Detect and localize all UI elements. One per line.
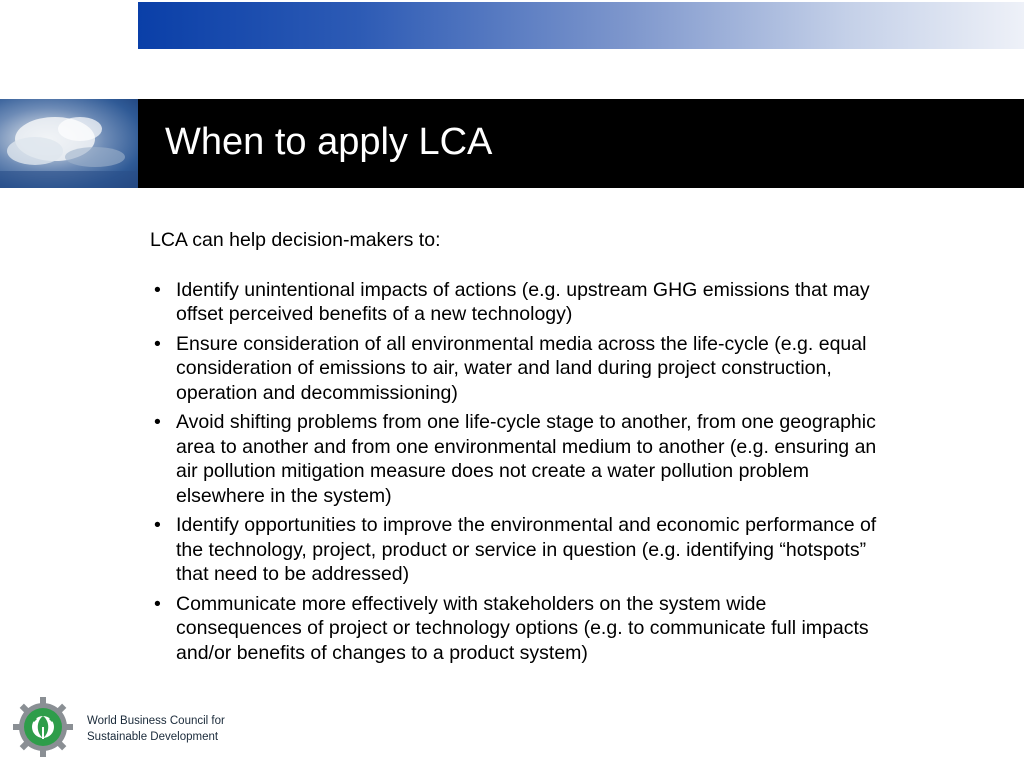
slide-title: When to apply LCA (165, 121, 493, 163)
slide-content (150, 228, 880, 670)
bullet-item (150, 332, 880, 406)
bullet-text: Identify unintentional impacts of actions (e.g. upstream GHG emissions that may offset perceived benefits of a new technology) (176, 278, 870, 325)
cloud-sky-image (0, 99, 138, 188)
bullet-text: Identify opportunities to improve the environmental and economic performance of the technology, project, product or service in question (e.g. identifying “hotspots” that need to be addressed) (176, 514, 877, 585)
bullet-marker: • (154, 278, 161, 301)
bullet-marker: • (154, 411, 161, 433)
bullet-list (150, 278, 880, 666)
wbcsd-logo-icon (10, 694, 76, 760)
title-underline (160, 186, 1024, 188)
organization-name (87, 713, 225, 745)
bullet-text: Ensure consideration of all environmental media across the life-cycle (e.g. equal consideration of emissions to air, water and land during project construction, operation and decommissioning) (176, 332, 867, 404)
bullet-item (150, 592, 880, 666)
bullet-text: Avoid shifting problems from one life-cycle stage to another, from one geographic area to another and from one environmental medium to another (e.g. ensuring an air pollution mitigation measure does not create a water pollution problem elsewhere in the system) (176, 411, 877, 507)
bullet-marker: • (154, 332, 161, 355)
bullet-text: Communicate more effectively with stakeholders on the system wide consequences of project or technology options (e.g. to communicate full impacts and/or benefits of changes to a product system) (176, 592, 869, 664)
bullet-marker: • (154, 514, 161, 536)
bullet-marker: • (154, 592, 161, 615)
intro-text: LCA can help decision-makers to: (150, 229, 441, 251)
top-gradient-banner (138, 2, 1024, 49)
org-name-line1: World Business Council for (87, 715, 225, 727)
org-name-line2: Sustainable Development (87, 731, 219, 743)
bullet-item (150, 513, 880, 587)
bullet-item (150, 410, 880, 508)
bullet-item (150, 278, 880, 327)
